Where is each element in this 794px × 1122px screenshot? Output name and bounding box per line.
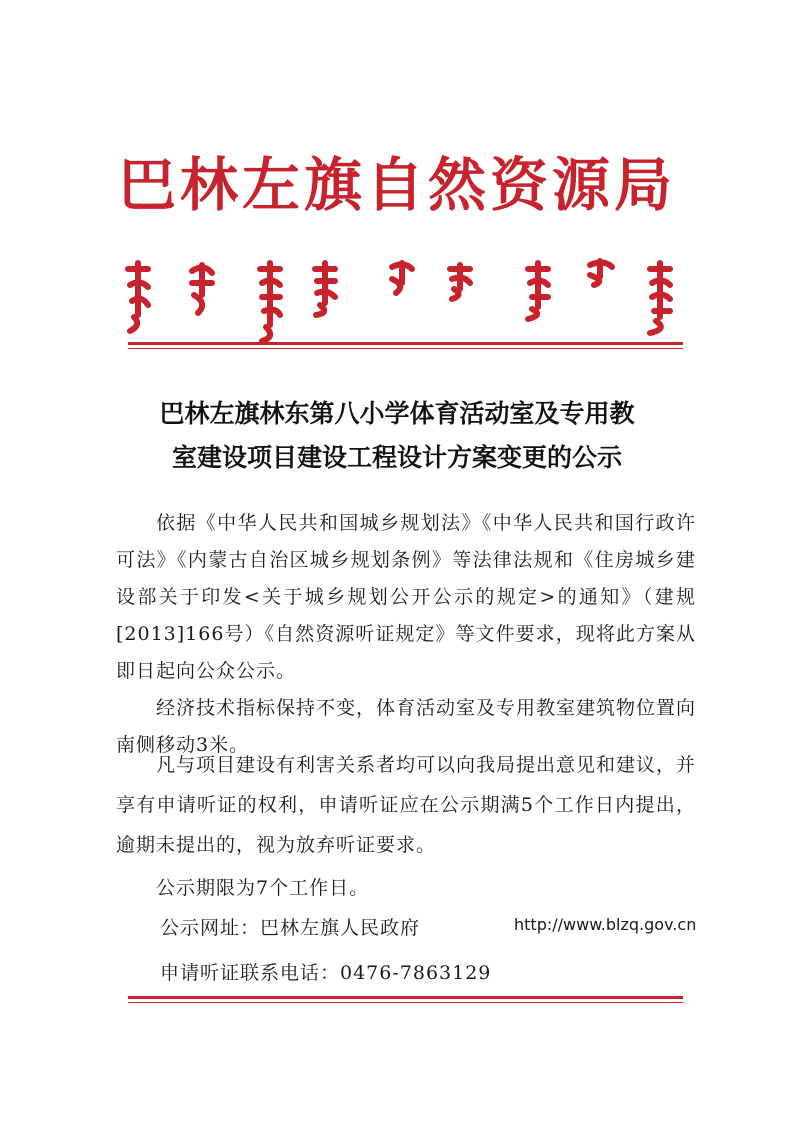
agency-name-header: 巴林左旗自然资源局 bbox=[117, 151, 676, 219]
website-label: 公示网址：巴林左旗人民政府 bbox=[160, 917, 421, 939]
website-url-link[interactable]: http://www.blzq.gov.cn bbox=[514, 915, 697, 934]
notice-paragraph-legal-basis: 依据《中华人民共和国城乡规划法》《中华人民共和国行政许可法》《内蒙古自治区城乡规划条例》等法律法规和《住房城乡建设部关于印发<关于城乡规划公开公示的规定>的通知》（建规[2013]166号）《自然资源听证规定》等文件要求，现将此方案从即日起向公众公示。 bbox=[116, 512, 696, 682]
header-divider-thin bbox=[128, 348, 683, 349]
notice-paragraph-change: 经济技术指标保持不变，体育活动室及专用教室建筑物位置向南侧移动3米。 bbox=[116, 697, 697, 756]
footer-divider-thick bbox=[128, 996, 683, 999]
header-divider-thick bbox=[128, 342, 683, 345]
notice-title-line-1: 巴林左旗林东第八小学体育活动室及专用教 bbox=[159, 399, 635, 428]
notice-title-line-2: 室建设项目建设工程设计方案变更的公示 bbox=[171, 443, 622, 472]
footer-divider-thin bbox=[128, 1002, 683, 1003]
mongolian-script-header bbox=[120, 255, 680, 345]
hearing-phone-contact: 申请听证联系电话：0476-7863129 bbox=[160, 962, 492, 984]
notice-paragraph-hearing-rights: 凡与项目建设有利害关系者均可以向我局提出意见和建议，并享有申请听证的权利，申请听证应在公示期满5个工作日内提出，逾期未提出的，视为放弃听证要求。 bbox=[116, 754, 697, 856]
notice-paragraph-period: 公示期限为7个工作日。 bbox=[156, 877, 370, 899]
notice-title bbox=[100, 392, 694, 480]
